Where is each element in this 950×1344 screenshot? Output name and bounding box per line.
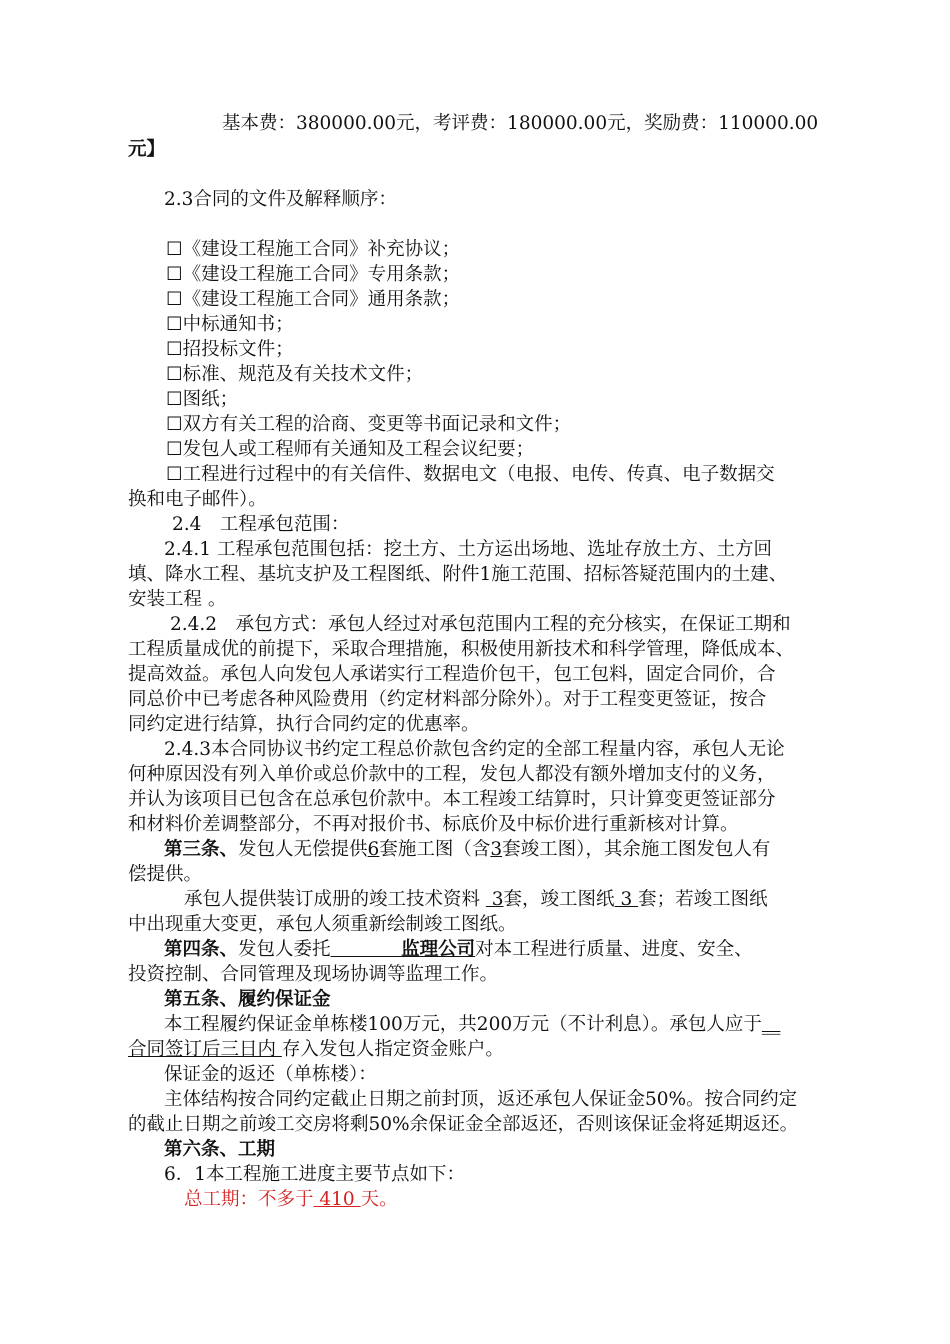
checkbox-icon: ☐ bbox=[166, 364, 183, 385]
checkbox-icon: ☐ bbox=[166, 264, 183, 285]
list-item: ☐标准、规范及有关技术文件； bbox=[166, 364, 424, 385]
para-line: 提高效益。承包人向发包人承诺实行工程造价包干，包工包料，固定合同价，合 bbox=[128, 664, 776, 685]
section-title: 2.3合同的文件及解释顺序： bbox=[164, 189, 397, 210]
checkbox-icon: ☐ bbox=[166, 389, 183, 410]
checkbox-icon: ☐ bbox=[166, 439, 183, 460]
para-line: 并认为该项目已包含在总承包价款中。本工程竣工结算时，只计算变更签证部分 bbox=[128, 789, 776, 810]
section-title: 2.4 工程承包范围： bbox=[172, 514, 350, 535]
checkbox-icon: ☐ bbox=[166, 464, 183, 485]
para-line: 合同签订后三日内 存入发包人指定资金账户。 bbox=[128, 1039, 504, 1060]
list-item: ☐《建设工程施工合同》通用条款； bbox=[166, 289, 461, 310]
para-line: 2.4.3本合同协议书约定工程总价款包含约定的全部工程量内容，承包人无论 bbox=[164, 739, 785, 760]
checkbox-icon: ☐ bbox=[166, 414, 183, 435]
para-line: 安装工程 。 bbox=[128, 589, 227, 610]
article-5-heading: 第五条、履约保证金 bbox=[164, 989, 331, 1010]
list-item-cont: 换和电子邮件）。 bbox=[128, 489, 267, 510]
para-line: 工程质量成优的前提下，采取合理措施，积极使用新技术和科学管理，降低成本、 bbox=[128, 639, 795, 660]
para-line: 偿提供。 bbox=[128, 864, 203, 885]
para-line: 同约定进行结算，执行合同约定的优惠率。 bbox=[128, 714, 480, 735]
para-line: 保证金的返还（单栋楼）： bbox=[164, 1064, 377, 1085]
para-line: 主体结构按合同约定截止日期之前封顶，返还承包人保证金50%。按合同约定 bbox=[164, 1089, 798, 1110]
fee-line-end: 元】 bbox=[128, 139, 166, 160]
checkbox-icon: ☐ bbox=[166, 289, 183, 310]
list-item: ☐中标通知书； bbox=[166, 314, 294, 335]
list-item: ☐《建设工程施工合同》专用条款； bbox=[166, 264, 461, 285]
para-line: 中出现重大变更，承包人须重新绘制竣工图纸。 bbox=[128, 914, 517, 935]
checkbox-icon: ☐ bbox=[166, 339, 183, 360]
para-line: 同总价中已考虑各种风险费用（约定材料部分除外）。对于工程变更签证，按合 bbox=[128, 689, 767, 710]
checkbox-icon: ☐ bbox=[166, 314, 183, 335]
para-line: 投资控制、合同管理及现场协调等监理工作。 bbox=[128, 964, 499, 985]
list-item: ☐发包人或工程师有关通知及工程会议纪要； bbox=[166, 439, 535, 460]
para-line: 何种原因没有列入单价或总价款中的工程，发包人都没有额外增加支付的义务， bbox=[128, 764, 776, 785]
list-item: ☐《建设工程施工合同》补充协议； bbox=[166, 239, 461, 260]
article-3: 第三条、发包人无偿提供6套施工图（含3套竣工图），其余施工图发包人有 bbox=[164, 839, 771, 860]
list-item: ☐招投标文件； bbox=[166, 339, 294, 360]
fee-line: 基本费：380000.00元，考评费：180000.00元，奖励费：110000.00 bbox=[222, 113, 819, 134]
article-4: 第四条、发包人委托 监理公司对本工程进行质量、进度、安全、 bbox=[164, 939, 753, 960]
para-line: 本工程履约保证金单栋楼100万元，共200万元（不计利息）。承包人应于__ bbox=[164, 1014, 781, 1035]
list-item: ☐工程进行过程中的有关信件、数据电文（电报、电传、传真、电子数据交 bbox=[166, 464, 775, 485]
checkbox-icon: ☐ bbox=[166, 239, 183, 260]
para-line: 填、降水工程、基坑支护及工程图纸、附件1施工范围、招标答疑范围内的土建、 bbox=[128, 564, 788, 585]
article-6-heading: 第六条、工期 bbox=[164, 1139, 276, 1160]
para-line: 2.4.2 承包方式：承包人经过对承包范围内工程的充分核实，在保证工期和 bbox=[170, 614, 791, 635]
para-line: 6．1本工程施工进度主要节点如下： bbox=[164, 1164, 466, 1185]
para-line: 2.4.1 工程承包范围包括：挖土方、土方运出场地、选址存放土方、土方回 bbox=[164, 539, 772, 560]
para-line: 承包人提供装订成册的竣工技术资料 3套，竣工图纸 3 套；若竣工图纸 bbox=[184, 889, 768, 910]
para-line: 的截止日期之前竣工交房将剩50%余保证金全部返还，否则该保证金将延期返还。 bbox=[128, 1114, 799, 1135]
total-duration: 总工期：不多于 410 天。 bbox=[184, 1189, 398, 1210]
para-line: 和材料价差调整部分，不再对报价书、标底价及中标价进行重新核对计算。 bbox=[128, 814, 739, 835]
list-item: ☐双方有关工程的洽商、变更等书面记录和文件； bbox=[166, 414, 572, 435]
list-item: ☐图纸； bbox=[166, 389, 239, 410]
